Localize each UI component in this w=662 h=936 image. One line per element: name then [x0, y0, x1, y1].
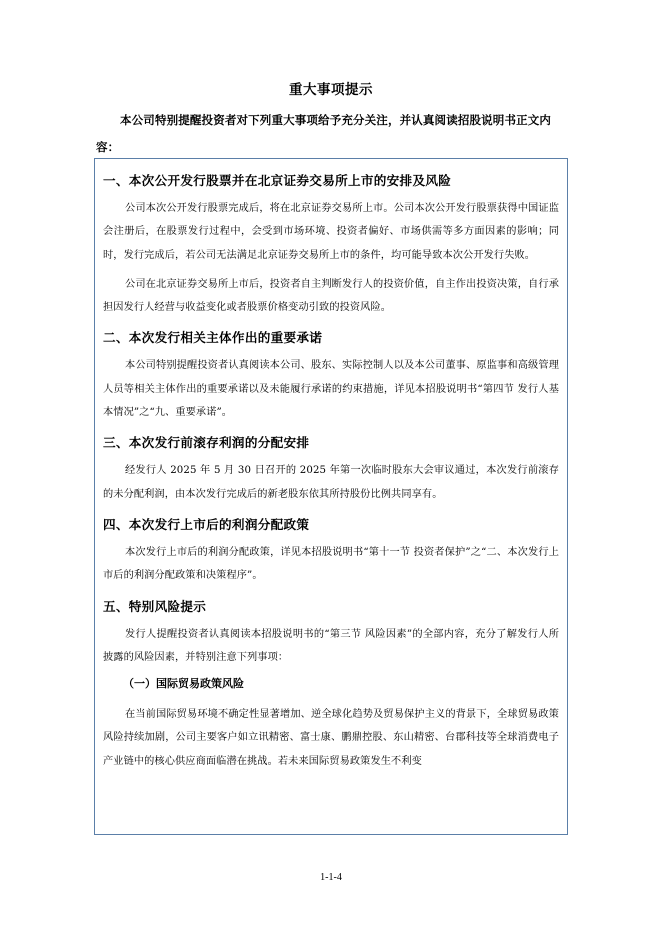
section-heading: 一、本次公开发行股票并在北京证券交易所上市的安排及风险	[103, 173, 452, 188]
paragraph: 公司在北京证券交易所上市后，投资者自主判断发行人的投资价值，自主作出投资决策，自行承担因发行人经营与收益变化或者股票价格变动引致的投资风险。	[103, 278, 559, 314]
subsection-heading: （一）国际贸易政策风险	[123, 677, 244, 691]
content-box	[94, 158, 568, 835]
section-heading: 五、特别风险提示	[103, 598, 207, 614]
page-title: 重大事项提示	[289, 82, 373, 98]
section-1	[103, 171, 559, 319]
section-heading: 四、本次发行上市后的利润分配政策	[103, 516, 310, 532]
paragraph: 公司本次公开发行股票完成后，将在北京证券交易所上市。公司本次公开发行股票获得中国证监会注册后，在股票发行过程中，会受到市场环境、投资者偏好、市场供需等多方面因素的影响；同时，发行完成后，若公司无法满足北京证券交易所上市的条件，均可能导致本次公开发行失败。	[103, 203, 559, 261]
section-2	[103, 328, 559, 424]
paragraph: 在当前国际贸易环境不确定性显著增加、逆全球化趋势及贸易保护主义的背景下，全球贸易政策风险持续加剧，公司主要客户如立讯精密、富士康、鹏鼎控股、东山精密、台郡科技等全球消费电子产业链中的核心供应商面临潜在挑战。若未来国际贸易政策发生不利变	[103, 709, 559, 767]
section-3	[103, 433, 559, 506]
page-number: 1-1-4	[320, 872, 342, 883]
paragraph: 本公司特别提醒投资者认真阅读本公司、股东、实际控制人以及本公司董事、原监事和高级管理人员等相关主体作出的重要承诺以及未能履行承诺的约束措施，详见本招股说明书“第四节 发行人基本情况”之“九、重要承诺”。	[103, 360, 559, 419]
section-4	[103, 515, 559, 588]
paragraph: 发行人提醒投资者认真阅读本招股说明书的“第三节 风险因素”的全部内容，充分了解发行人所披露的风险因素，并特别注意下列事项：	[103, 628, 559, 663]
section-heading: 三、本次发行前滚存利润的分配安排	[103, 435, 310, 451]
section-heading: 二、本次发行相关主体作出的重要承诺	[103, 330, 323, 346]
intro-notice: 本公司特别提醒投资者对下列重大事项给予充分关注，并认真阅读招股说明书正文内容：	[96, 113, 552, 154]
section-5	[103, 597, 559, 773]
paragraph: 本次发行上市后的利润分配政策，详见本招股说明书“第十一节 投资者保护”之“二、本次发行上市后的利润分配政策和决策程序”。	[103, 546, 559, 582]
paragraph: 经发行人 2025 年 5 月 30 日召开的 2025 年第一次临时股东大会审议通过，本次发行前滚存的未分配利润，由本次发行完成后的新老股东依其所持股份比例共同享有。	[103, 465, 559, 500]
